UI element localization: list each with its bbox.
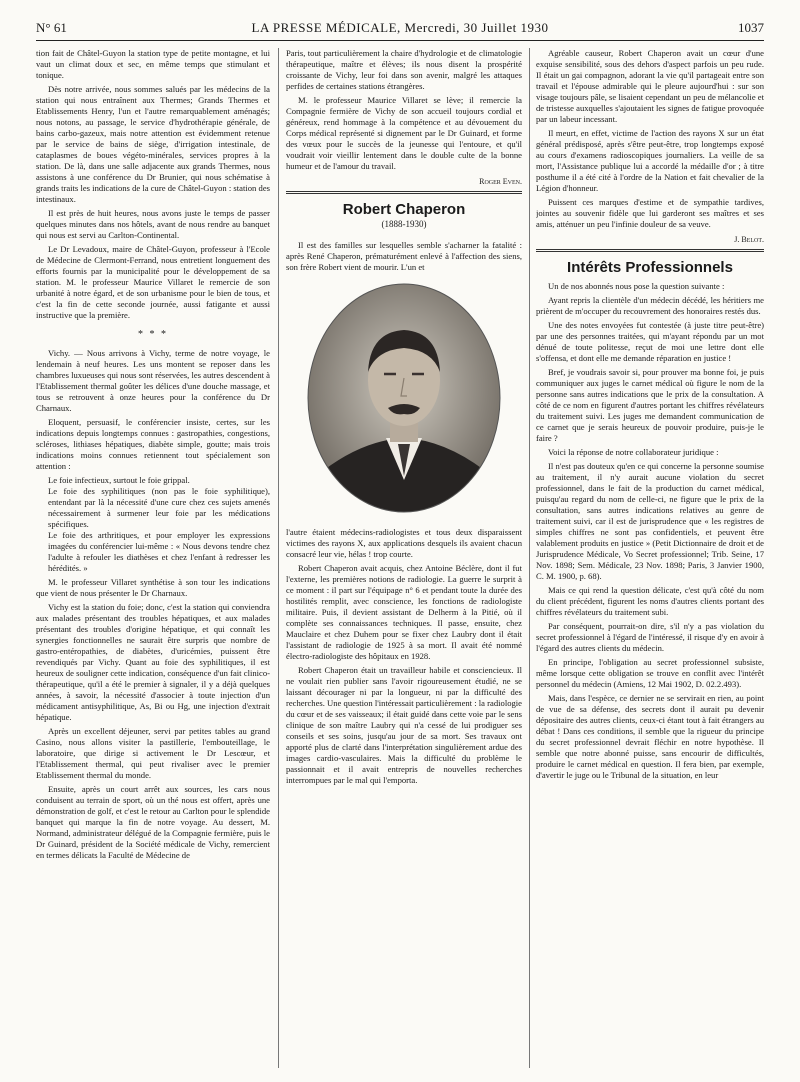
column-right: [536, 48, 764, 1068]
paragraph: Agréable causeur, Robert Chaperon avait un cœur d'une exquise sensibilité, sous des dehors d'aspect parfois un peu rude. Il était un gai compagnon, adorant la vie qu'il partageait entre son travail et l'épouse admirable qui le pleure aujourd'hui : sur son visage toujours pâle, se lisaient cependant un peu de mélancolie et de tristesse auxquelles s'ajoutaient les signes de fatigue provoquée par un labeur incessant.: [536, 48, 764, 124]
paragraph: M. le professeur Villaret synthétise à son tour les indications que vient de nous présenter le Dr Charnaux.: [36, 577, 270, 598]
paragraph: Il meurt, en effet, victime de l'action des rayons X sur un état général prédisposé, après s'être peut-être, trop longtemps exposé au cours d'examens radioscopiques journaliers. La veille de sa mort, l'Assistance publique lui a accordé la médaille d'or ; à titre posthume il a été cité à l'ordre de la Nation et fait chevalier de la Légion d'honneur.: [536, 128, 764, 193]
header-rule: [36, 40, 764, 41]
reader-question: Bref, je voudrais savoir si, pour prouver ma bonne foi, je puis communiquer aux juges le carnet médical où figure le nom de la personne sans autres indications que le prix de la consultation. A côté de ce nom en figurent d'autres portant les chiffres révélateurs du traitement suivi. Les juges me demandent communication de ce carnet que je serais heureux de pouvoir produire, puis-je le faire ?: [536, 367, 764, 443]
issue-number: N° 61: [36, 20, 67, 35]
legal-answer: Il n'est pas douteux qu'en ce qui concerne la personne soumise au traitement, il n'y aurait aucune violation du secret professionnel, dans le fait de la production du carnet médical, puisqu'au regard du nom de celle-ci, ne figure que le prix de la consultation, sans autres indications relatives au genre de traitement suivi, car il est de jurisprudence que « les registres de simples chiffres ne sont pas confidentiels, et peuvent être valablement produits en justice » (Petit Dictionnaire de droit et de Jurisprudence Médicale, Vo Secret professionnel; Trib. Seine, 17 Nov. 1898; Sem. Médicale, 23 Nov. 1898; Paris, 3 Janvier 1900, C. M. 1900, p. 68).: [536, 461, 764, 581]
paragraph: Voici la réponse de notre collaborateur juridique :: [548, 447, 719, 457]
paragraph: l'autre étaient médecins-radiologistes et tous deux disparaissent victimes des rayons X, aux applications desquels ils avaient chacun consacré leur vie, hélas ! trop courte.: [286, 527, 522, 559]
column-middle: [286, 48, 522, 1068]
paragraph: Paris, tout particulièrement la chaire d'hydrologie et de climatologie thérapeutique, maître et élèves; ils nous disent la prospérité croissante de Vichy, leur foi dans son avenir, malgré les attaques perfides de certaines stations étrangères.: [286, 48, 522, 91]
paragraph: Puissent ces marques d'estime et de sympathie tardives, jointes au souvenir fidèle que lui garderont ses maîtres et ses amis, atténuer un peu l'infinie douleur de sa veuve.: [536, 197, 764, 229]
paragraph: tion fait de Châtel-Guyon la station type de petite montagne, et lui vaut un climat doux et sec, en même temps que stimulant et tonique.: [36, 48, 270, 80]
list-item: Le foie infectieux, surtout le foie grippal.: [48, 475, 190, 485]
paragraph: Un de nos abonnés nous pose la question suivante :: [548, 281, 725, 291]
journal-title: LA PRESSE MÉDICALE, Mercredi, 30 Juillet 1930: [251, 20, 549, 35]
portrait-illustration: [304, 280, 504, 516]
paragraph: Robert Chaperon avait acquis, chez Antoine Béclère, dont il fut l'externe, les premières notions de radiologie. La guerre le surprit à ce moment : il part sur l'équipage n° 6 et pendant toute la durée des hostilités remplit, avec conscience, les fonctions de radiologiste militaire. Puis, il devient assistant de Delherm à la Pitié, où il complète ses connaissances techniques. Il passe, ensuite, chez Mauclaire et chez Duhem pour se fixer chez Laubry dont il était l'assistant de radiologie de 1925 à sa mort. Il avait été nommé électro-radiologiste des hôpitaux en 1928.: [286, 563, 522, 661]
paragraph: Après un excellent déjeuner, servi par petites tables au grand Casino, nous allons visiter la pastillerie, l'embouteillage, le laboratoire, que dirige si activement le Dr Lescœur, et l'Etablissement thermal, qui peut rivaliser avec le premier Etablissement thermal du monde.: [36, 726, 270, 780]
paragraph: M. le professeur Maurice Villaret se lève; il remercie la Compagnie fermière de Vichy de son accueil toujours cordial et généreux, rend hommage à la compétence et au dévouement du Corps médical représenté si dignement par le Dr Guinard, et forme des vœux pour le succès de la jeunesse qui l'entoure, et qu'il voudrait voir vieillir lentement dans le double culte de la bonne humeur et de l'amour du travail.: [286, 95, 522, 171]
running-head: [36, 18, 764, 38]
portrait-photo: [286, 279, 522, 517]
reader-question: Une des notes envoyées fut contestée (à juste titre peut-être) par une des personnes traitées, qui m'ayant répondu par un mot dénué de toute politesse, reçut de moi une lettre dont elle s'offensa, et dont elle me demande réparation en justice !: [536, 320, 764, 363]
legal-answer: Par conséquent, pourrait-on dire, s'il n'y a pas violation du secret professionnel à l'égard de l'intéressé, il risque d'y en avoir à l'égard des autres clients du médecin.: [536, 621, 764, 653]
list-item: Le foie des arthritiques, et pour employer les expressions imagées du conférencier lui-même : « Nous devons tendre chez l'adulte à refouler les diathèses et chez l'enfant à redresser les hérédités. »: [48, 530, 270, 573]
paragraph: Le Dr Levadoux, maire de Châtel-Guyon, professeur à l'Ecole de Médecine de Clermont-Ferrand, nous entretient longuement des efforts fournis par la municipalité pour le développement de sa station. M. le professeur Maurice Villaret le remercie de son urbanité à notre égard, et de son urbanisme pour le bien de tous, et c'est la fin de cette seconde journée, aussi fatigante et aussi instructive que la première.: [36, 244, 270, 320]
list-item: Le foie des syphilitiques (non pas le foie syphilitique), entendant par là la nécessité d'une cure chez ces sujets amenés nécessairement à surmener leur foie par les médications spécifiques.: [48, 486, 270, 529]
obituary-dates: (1888-1930): [381, 219, 427, 229]
author-signature: Roger Even.: [479, 177, 522, 186]
legal-answer: Mais, dans l'espèce, ce dernier ne se servirait en rien, au point de vue de sa défense, des secrets dont il aurait pu devenir dépositaire des autres clients, ceux-ci étant tout à fait étrangers au débat ! Dans ces conditions, il semble que la rigueur du principe du secret professionnel devrait fléchir en notre hypothèse. Il semble que notre abonné puisse, sans encourir de difficultés, produire le carnet médical en question. Il fera bien, par exemple, d'avertir le juge ou le Tribunal de la situation, en leur: [536, 693, 764, 780]
paragraph: Robert Chaperon était un travailleur habile et consciencieux. Il ne voulait rien publier sans l'avoir rigoureusement étudié, ne se laissant décourager ni par la longueur, ni par la difficulté des recherches. Une question l'intéressait particulièrement : la radiologie du cœur et de ses vaisseaux; il était guidé dans cette voie par le sens clinique de son maître Laubry qui n'a cessé de lui prodiguer ses conseils et ses soins, jusqu'au jour de sa mort. Ses travaux ont apporté plus de clarté dans l'interprétation singulièrement ardue des images cardio-vasculaires. Mais la difficulté du problème le passionnait et il avait entrepris de nouvelles recherches interrompues par le mal qui l'emporta.: [286, 665, 522, 785]
column-separator: [278, 48, 279, 1068]
paragraph: Eloquent, persuasif, le conférencier insiste, certes, sur les indications depuis longtemps connues : gastropathies, congestions, scléroses, lithiases hépatiques, diabète simple, goutte; mais trois indications moins connues retiennent tout spécialement son attention :: [36, 417, 270, 471]
author-signature: J. Belot.: [734, 235, 764, 244]
section-divider: [536, 249, 764, 252]
indication-list: [36, 475, 270, 574]
section-ornament: * * *: [138, 329, 168, 340]
paragraph: Dès notre arrivée, nous sommes salués par les médecins de la station qui nous entraînent aux Thermes; Grands Thermes et Etablissements Henry, l'un et l'autre remarquablement aménagés; nous notons, au passage, le service d'hydrothérapie générale, de bains carbo-gazeux, mais notre attention est évidemment retenue par le service de bains de siège, d'irrigation intestinale, de cataplasmes de boues végéto-minérales, services propres à la station. De là, dans une salle adjacente aux grands Thermes, nous assistons à une conférence du Dr Brunier, qui nous schématise à grands traits les indications de la cure de Châtel-Guyon : station des intestinaux.: [36, 84, 270, 204]
column-left: [36, 48, 270, 1068]
legal-answer: Mais ce qui rend la question délicate, c'est qu'à côté du nom du client précédent, figurent les noms d'autres clients portant des chiffres révélateurs du traitement subi.: [536, 585, 764, 617]
paragraph: Il est des familles sur lesquelles semble s'acharner la fatalité : après René Chaperon, prématurément enlevé à l'affection des siens, son frère Robert vient de mourir. L'un et: [286, 240, 522, 272]
obituary-title: Robert Chaperon: [342, 201, 466, 218]
column-separator: [529, 48, 530, 1068]
paragraph-vichy: Vichy. — Nous arrivons à Vichy, terme de notre voyage, le lendemain à neuf heures. Les uns montent se reposer dans les chambres luxueuses qui nous sont réservées, les autres descendent à l'Etablissement thermal goûter les délices d'une douche massage, et tous se retrouvent à onze heures pour la conférence du Dr Charnaux.: [36, 348, 270, 413]
section-title: Intérêts Professionnels: [567, 259, 733, 276]
paragraph: Il est près de huit heures, nous avons juste le temps de passer quelques minutes dans nos hôtels, avant de nous rendre au banquet qui nous est servi au Carlton-Continental.: [36, 208, 270, 240]
paragraph: Ensuite, après un court arrêt aux sources, les cars nous conduisent au terrain de sport, où un thé nous est offert, après une démonstration de golf, et c'est le retour au Carlton pour le splendide banquet qui marque la fin de notre voyage. Au dessert, M. Normand, administrateur délégué de la Compagnie fermière, puis le Dr Guinard, président de la Société médicale de Vichy, remercient en termes délicats la Faculté de Médecine de: [36, 784, 270, 860]
page-number: 1037: [738, 20, 764, 35]
reader-question: Ayant repris la clientèle d'un médecin décédé, les héritiers me prièrent de m'occuper du recouvrement des honoraires restés dus.: [536, 295, 764, 316]
paragraph: Vichy est la station du foie; donc, c'est la station qui conviendra aux malades présentant des troubles hépatiques, et aux malades présentant des troubles d'origine hépatique, et qui connaît les synergies fonctionnelles ne saurait être surpris que nombre de gastro-entéropathies, de diabètes, d'uricémies, puissent être revendiqués par Vichy. Quant au foie des syphilitiques, il est heureux de souligner cette indication, conséquence d'un fait clinico-thérapeutique, qu'il a été le premier à signaler, il y a déjà quelques années, à savoir, la nécessité d'associer à toute injection d'un médicament antisyphilitique, As, Bi ou Hg, une injection d'extrait hépatique.: [36, 602, 270, 722]
article-divider: [286, 191, 522, 194]
legal-answer: En principe, l'obligation au secret professionnel subsiste, même lorsque cette obligation se trouve en conflit avec l'intérêt personnel du médecin (Amiens, 12 Mai 1902, D. 02.2.493).: [536, 657, 764, 689]
